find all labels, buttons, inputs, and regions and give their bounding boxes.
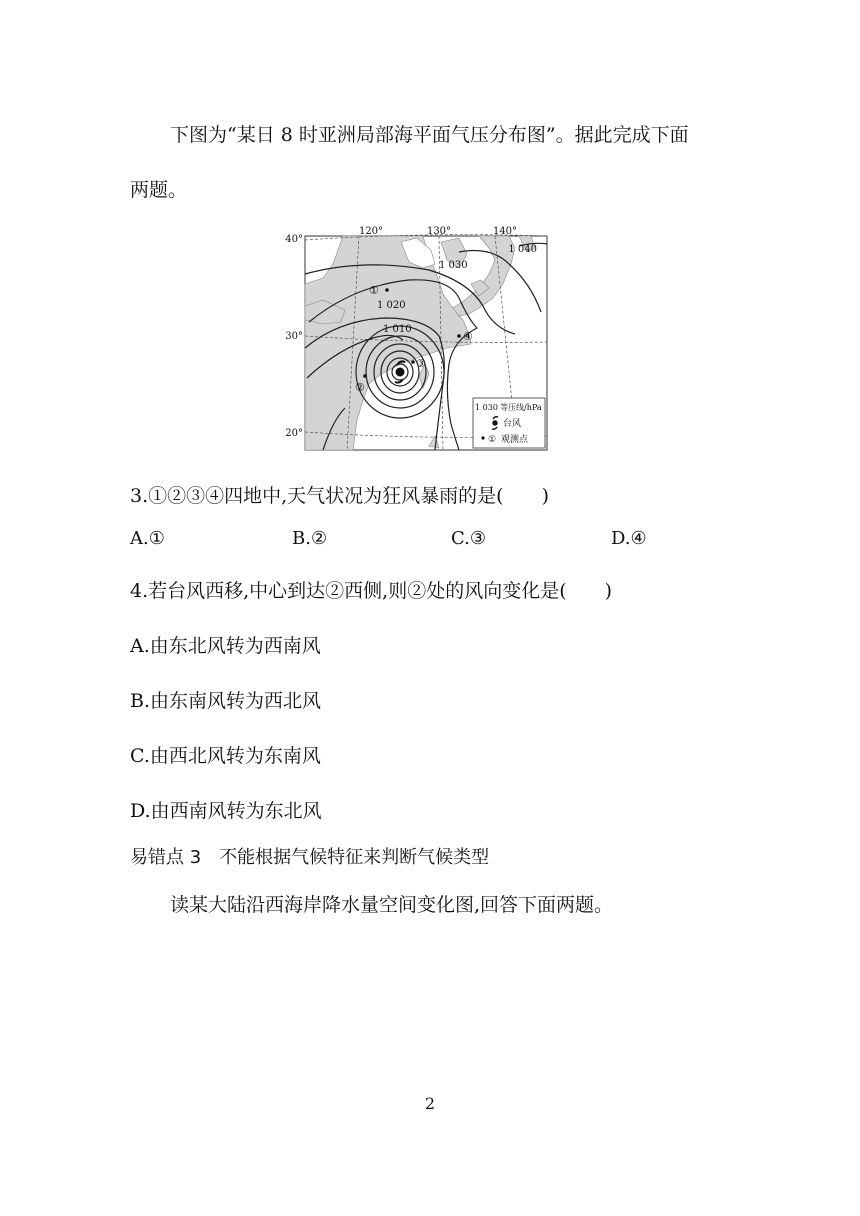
question-4-option-c: C.由西北风转为东南风	[130, 745, 321, 767]
question-3-option-c: C.③	[451, 528, 486, 549]
legend-point-sample: ①	[488, 435, 497, 445]
isobar-label-1030: 1 030	[439, 260, 468, 271]
lat-label-30: 30°	[285, 331, 303, 342]
intro-line-1: 下图为“某日 8 时亚洲局部海平面气压分布图”。据此完成下面	[170, 124, 689, 146]
intro-line-2: 两题。	[130, 179, 188, 201]
legend-point-marker	[481, 436, 484, 439]
question-4-option-a: A.由东北风转为西南风	[130, 635, 321, 657]
page-number: 2	[424, 1094, 436, 1113]
isobar-label-1010: 1 010	[383, 324, 412, 335]
legend-isobar-label: 等压线/hPa	[500, 403, 542, 412]
lat-label-20: 20°	[285, 428, 303, 439]
question-3-option-a: A.①	[130, 528, 165, 549]
section-heading: 易错点 3 不能根据气候特征来判断气候类型	[130, 847, 490, 868]
isobar-label-1020: 1 020	[377, 300, 406, 311]
question-3-option-b: B.②	[292, 528, 328, 549]
point-marker-2	[363, 374, 367, 378]
observation-point-1: ①	[369, 284, 379, 297]
question-3-stem: 3.①②③④四地中,天气状况为狂风暴雨的是( )	[130, 485, 549, 507]
question-3-option-d: D.④	[611, 528, 647, 549]
legend-point-label: 观测点	[501, 435, 529, 445]
legend-typhoon-label: 台风	[503, 419, 522, 429]
observation-point-3: ③	[416, 357, 426, 370]
point-marker-4	[457, 334, 461, 338]
lon-label-130: 130°	[426, 226, 452, 237]
point-marker-3	[411, 360, 415, 364]
observation-point-2: ②	[355, 381, 365, 394]
reading-prompt: 读某大陆沿西海岸降水量空间变化图,回答下面两题。	[170, 894, 614, 916]
question-4-option-b: B.由东南风转为西北风	[130, 690, 322, 712]
legend-isobar-sample: 1 030	[475, 403, 498, 412]
pressure-map-figure	[283, 224, 549, 452]
map-legend	[473, 398, 545, 448]
observation-point-4: ④	[463, 330, 473, 343]
lat-label-40: 40°	[285, 234, 303, 245]
lon-label-140: 140°	[492, 226, 518, 237]
isobar-label-1040: 1 040	[508, 244, 537, 255]
point-marker-1	[385, 288, 389, 292]
question-4-stem: 4.若台风西移,中心到达②西侧,则②处的风向变化是( )	[130, 580, 613, 602]
lon-label-120: 120°	[358, 226, 384, 237]
question-4-option-d: D.由西南风转为东北风	[130, 800, 322, 822]
